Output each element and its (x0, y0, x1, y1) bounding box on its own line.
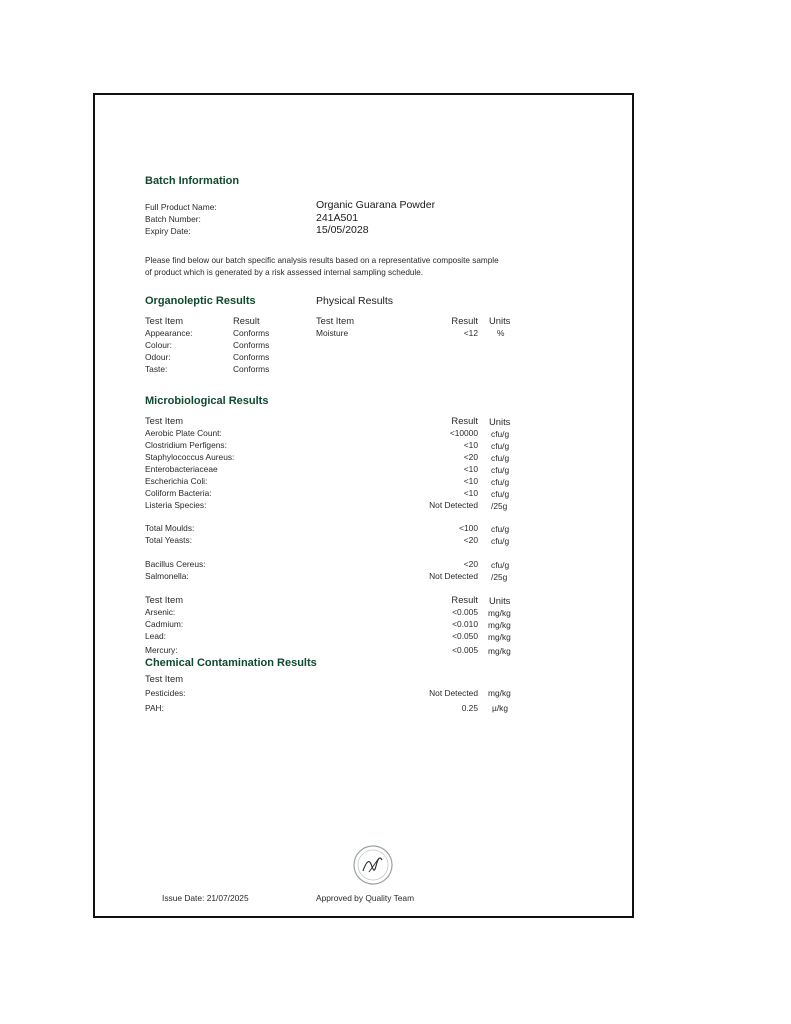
micro-units: /25g (491, 572, 508, 582)
expiry-date-label: Expiry Date: (145, 226, 191, 236)
metals-item: Mercury: (145, 645, 178, 655)
micro-result: <10000 (449, 428, 478, 438)
physical-item: Moisture (316, 328, 349, 338)
micro-item: Escherichia Coli: (145, 476, 208, 486)
micro-result: <100 (459, 523, 478, 533)
chemical-units: µ/kg (492, 703, 508, 713)
micro-result: <20 (463, 535, 478, 545)
micro-result: <20 (463, 452, 478, 462)
physical-col-result: Result (451, 315, 478, 326)
micro-col-units: Units (489, 416, 511, 427)
product-name-label: Full Product Name: (145, 202, 217, 212)
micro-units: cfu/g (491, 524, 510, 534)
micro-units: cfu/g (491, 477, 510, 487)
micro-item: Bacillus Cereus: (145, 559, 206, 569)
micro-units: /25g (491, 501, 508, 511)
chemical-heading: Chemical Contamination Results (145, 657, 317, 669)
micro-units: cfu/g (491, 536, 510, 546)
micro-item: Clostridium Perfigens: (145, 440, 227, 450)
micro-item: Enterobacteriaceae (145, 464, 218, 474)
chemical-units: mg/kg (488, 688, 511, 698)
micro-result: <10 (463, 464, 478, 474)
metals-units: mg/kg (488, 646, 511, 656)
micro-item: Listeria Species: (145, 500, 207, 510)
micro-col-result: Result (451, 415, 478, 426)
organoleptic-item: Odour: (145, 352, 171, 362)
micro-result: Not Detected (429, 571, 478, 581)
organoleptic-heading: Organoleptic Results (145, 295, 256, 307)
micro-result: <10 (463, 440, 478, 450)
chemical-col-item: Test Item (145, 673, 184, 684)
micro-item: Total Moulds: (145, 523, 195, 533)
metals-item: Cadmium: (145, 619, 184, 629)
metals-result: <0.005 (452, 607, 478, 617)
micro-item: Salmonella: (145, 571, 189, 581)
micro-item: Coliform Bacteria: (145, 488, 212, 498)
expiry-date-value: 15/05/2028 (316, 224, 369, 236)
product-name-value: Organic Guarana Powder (316, 199, 436, 211)
micro-result: <10 (463, 476, 478, 486)
chemical-result: Not Detected (429, 688, 478, 698)
physical-units: % (497, 328, 505, 338)
micro-units: cfu/g (491, 441, 510, 451)
physical-col-item: Test Item (316, 315, 355, 326)
metals-units: mg/kg (488, 632, 511, 642)
metals-col-result: Result (451, 594, 478, 605)
quality-seal-icon (352, 844, 394, 886)
chemical-result: 0.25 (461, 703, 478, 713)
organoleptic-result: Conforms (233, 328, 270, 338)
micro-col-item: Test Item (145, 415, 184, 426)
batch-heading: Batch Information (145, 175, 240, 187)
organoleptic-result: Conforms (233, 352, 270, 362)
metals-col-units: Units (489, 595, 511, 606)
micro-item: Aerobic Plate Count: (145, 428, 222, 438)
micro-item: Total Yeasts: (145, 535, 193, 545)
intro-paragraph: Please find below our batch specific analysis results based on a representative composite sample of product which is generated by a risk assessed internal sampling schedule. (145, 256, 499, 277)
physical-col-units: Units (489, 315, 511, 326)
micro-units: cfu/g (491, 465, 510, 475)
batch-number-value: 241A501 (316, 212, 359, 224)
organoleptic-col-item: Test Item (145, 315, 184, 326)
metals-col-item: Test Item (145, 594, 184, 605)
metals-units: mg/kg (488, 608, 511, 618)
micro-heading: Microbiological Results (145, 395, 269, 407)
micro-units: cfu/g (491, 429, 510, 439)
metals-result: <0.050 (452, 631, 478, 641)
micro-units: cfu/g (491, 560, 510, 570)
micro-result: Not Detected (429, 500, 478, 510)
metals-result: <0.010 (452, 619, 478, 629)
metals-result: <0.005 (452, 645, 478, 655)
micro-result: <20 (463, 559, 478, 569)
chemical-item: PAH: (145, 703, 164, 713)
organoleptic-col-result: Result (233, 315, 260, 326)
physical-heading: Physical Results (316, 295, 394, 307)
micro-result: <10 (463, 488, 478, 498)
issue-date: Issue Date: 21/07/2025 (162, 893, 249, 903)
micro-item: Staphylococcus Aureus: (145, 452, 235, 462)
organoleptic-item: Colour: (145, 340, 172, 350)
approval-note: Approved by Quality Team (316, 893, 415, 903)
chemical-item: Pesticides: (145, 688, 186, 698)
organoleptic-result: Conforms (233, 364, 270, 374)
metals-item: Arsenic: (145, 607, 176, 617)
batch-number-label: Batch Number: (145, 214, 201, 224)
physical-result: <12 (463, 328, 478, 338)
metals-item: Lead: (145, 631, 166, 641)
organoleptic-item: Appearance: (145, 328, 193, 338)
micro-units: cfu/g (491, 453, 510, 463)
metals-units: mg/kg (488, 620, 511, 630)
organoleptic-result: Conforms (233, 340, 270, 350)
micro-units: cfu/g (491, 489, 510, 499)
organoleptic-item: Taste: (145, 364, 168, 374)
